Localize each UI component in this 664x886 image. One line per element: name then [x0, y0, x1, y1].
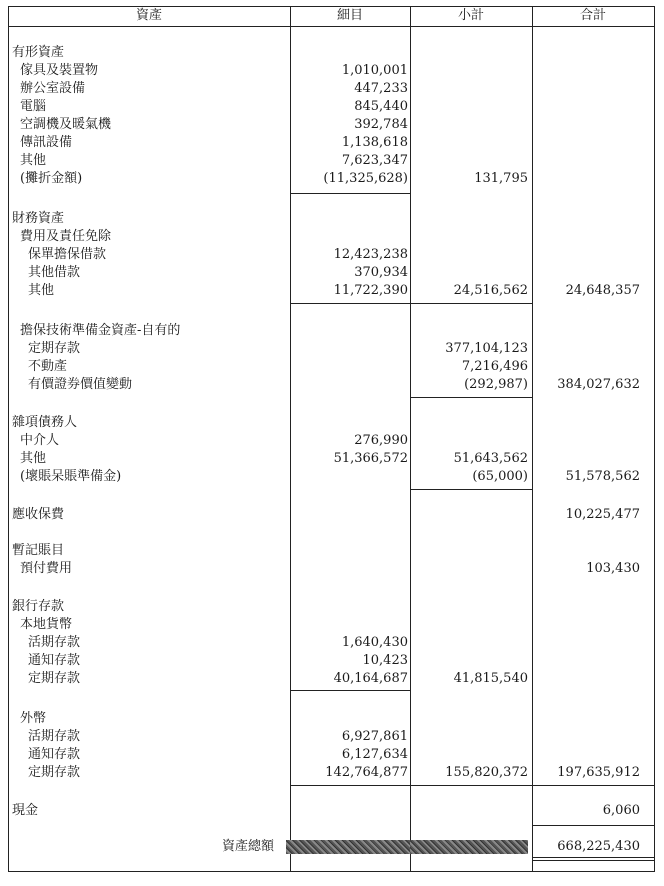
row-detail-value: 10,423 — [362, 653, 408, 668]
grand-total-double-rule — [532, 857, 654, 858]
row-subtotal-value: (292,987) — [464, 377, 528, 392]
row-label: 銀行存款 — [12, 599, 65, 614]
row-total-value: 384,027,632 — [557, 377, 640, 392]
row-label: 財務資產 — [12, 211, 65, 226]
column-divider — [532, 6, 533, 872]
column-divider — [654, 6, 655, 872]
row-label: 定期存款 — [28, 671, 81, 686]
subtotal-rule — [290, 193, 410, 194]
row-detail-value: 7,623,347 — [341, 153, 408, 168]
subtotal-rule — [532, 825, 654, 826]
row-label: 電腦 — [20, 99, 47, 114]
row-detail-value: 142,764,877 — [325, 765, 408, 780]
row-label: 傢具及裝置物 — [20, 63, 99, 78]
row-total-value: 24,648,357 — [565, 283, 640, 298]
header-total: 合計 — [579, 8, 606, 23]
row-subtotal-value: 155,820,372 — [445, 765, 528, 780]
subtotal-rule — [410, 489, 532, 490]
row-subtotal-value: (65,000) — [472, 469, 528, 484]
grand-total-label: 資產總額 — [222, 839, 275, 854]
row-detail-value: 447,233 — [354, 81, 408, 96]
row-detail-value: 1,138,618 — [341, 135, 408, 150]
row-detail-value: 370,934 — [354, 265, 408, 280]
row-detail-value: 11,722,390 — [333, 283, 408, 298]
row-label: (壞賬呆賬準備金) — [20, 469, 122, 484]
row-label: 外幣 — [20, 711, 47, 726]
row-total-value: 103,430 — [586, 561, 640, 576]
row-detail-value: 845,440 — [354, 99, 408, 114]
row-total-value: 10,225,477 — [565, 507, 640, 522]
row-label: 活期存款 — [28, 729, 81, 744]
subtotal-rule — [410, 397, 532, 398]
row-label: 費用及責任免除 — [20, 229, 112, 244]
row-total-value: 6,060 — [602, 803, 640, 818]
row-subtotal-value: 24,516,562 — [453, 283, 528, 298]
row-label: 預付費用 — [20, 561, 73, 576]
row-total-value: 51,578,562 — [565, 469, 640, 484]
row-label: 活期存款 — [28, 635, 81, 650]
grand-total-value: 668,225,430 — [557, 839, 640, 854]
grand-total-double-rule — [532, 860, 654, 861]
row-subtotal-value: 41,815,540 — [453, 671, 528, 686]
row-label: 其他 — [20, 451, 47, 466]
subtotal-rule — [290, 303, 532, 304]
row-label: (攤折金額) — [20, 171, 83, 186]
row-subtotal-value: 377,104,123 — [445, 341, 528, 356]
row-label: 中介人 — [20, 433, 60, 448]
subtotal-rule — [290, 690, 410, 691]
header-assets: 資產 — [135, 8, 162, 23]
row-detail-value: 6,127,634 — [341, 747, 408, 762]
column-divider — [8, 6, 9, 872]
sheet-bottom-rule — [8, 871, 655, 872]
row-detail-value: 12,423,238 — [333, 247, 408, 262]
row-label: 空調機及暖氣機 — [20, 117, 112, 132]
redacted-block — [286, 840, 410, 854]
row-label: 有形資產 — [12, 45, 65, 60]
header-bottom-rule — [8, 26, 655, 27]
row-label: 辦公室設備 — [20, 81, 86, 96]
row-detail-value: 40,164,687 — [333, 671, 408, 686]
row-subtotal-value: 7,216,496 — [461, 359, 528, 374]
header-details: 細目 — [336, 8, 363, 23]
column-divider — [410, 6, 411, 872]
row-label: 其他借款 — [28, 265, 81, 280]
row-label: 不動產 — [28, 359, 68, 374]
row-label: 現金 — [12, 803, 39, 818]
row-subtotal-value: 51,643,562 — [453, 451, 528, 466]
row-label: 通知存款 — [28, 653, 81, 668]
row-detail-value: 1,010,001 — [341, 63, 408, 78]
header-subtotal: 小計 — [457, 8, 484, 23]
row-label: 應收保費 — [12, 507, 65, 522]
row-detail-value: (11,325,628) — [323, 171, 408, 186]
subtotal-rule — [290, 785, 654, 786]
row-detail-value: 51,366,572 — [333, 451, 408, 466]
row-detail-value: 1,640,430 — [341, 635, 408, 650]
row-label: 保單擔保借款 — [28, 247, 107, 262]
row-subtotal-value: 131,795 — [474, 171, 528, 186]
row-detail-value: 276,990 — [354, 433, 408, 448]
row-label: 雜項債務人 — [12, 415, 78, 430]
row-total-value: 197,635,912 — [557, 765, 640, 780]
row-detail-value: 392,784 — [354, 117, 408, 132]
row-label: 暫記賬目 — [12, 543, 65, 558]
row-label: 定期存款 — [28, 341, 81, 356]
row-label: 本地貨幣 — [20, 617, 73, 632]
row-label: 其他 — [20, 153, 47, 168]
row-label: 有價證券價值變動 — [28, 377, 133, 392]
column-divider — [290, 6, 291, 872]
row-label: 其他 — [28, 283, 55, 298]
row-label: 定期存款 — [28, 765, 81, 780]
row-detail-value: 6,927,861 — [341, 729, 408, 744]
row-label: 擔保技術準備金資產-自有的 — [20, 323, 181, 338]
row-label: 通知存款 — [28, 747, 81, 762]
row-label: 傳訊設備 — [20, 135, 73, 150]
redacted-block — [410, 840, 528, 854]
